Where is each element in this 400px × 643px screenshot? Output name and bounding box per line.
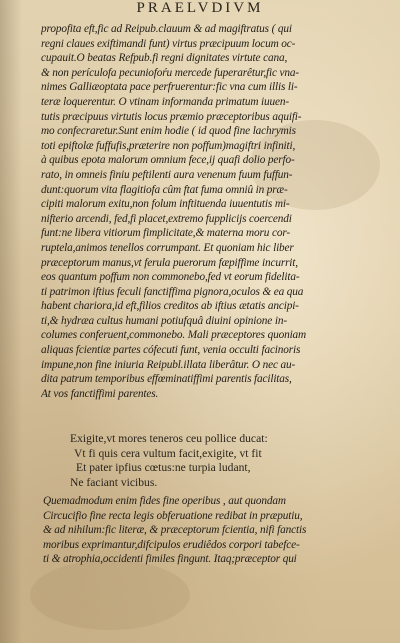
text-line: moribus exprimantur,difcipulos erudiêdos corpori tabefce- (43, 538, 300, 551)
paragraph-1 (41, 22, 388, 401)
text-line: regni claues exiftimandi funt) virtus præcipuum locum oc- (41, 37, 296, 50)
text-line: Circucifio fine recta legis obferuatione redibat in præputiu, (43, 509, 303, 522)
text-line: rato, in omneis finiu peftilenti aura venenum fuum fuffun- (41, 168, 293, 181)
text-line: toti epiftolæ fuffufis,præterire non poffum)magiftri infiniti, (41, 139, 296, 152)
verse-quotation (70, 432, 268, 490)
text-line: habent chariora,id eft,filios creditos ab iftius ætatis ancipi- (41, 300, 299, 313)
paragraph-2 (43, 494, 390, 567)
text-line: aliquas fcientiæ partes cófecuti funt, venia occulti facinoris (41, 344, 301, 357)
text-line: cipiti malorum exitu,non folum inftituenda iuuentutis mi- (41, 198, 290, 211)
paper-stain (30, 560, 190, 630)
text-line: nifterio arcendi, fed,fi placet,extremo fupplicijs coercendi (41, 212, 292, 225)
text-line: à quibus epota malorum omnium fece,ij quafi dolio perfo- (41, 154, 295, 167)
verse-line: Exigite,vt mores teneros ceu pollice ducat: (70, 432, 268, 445)
text-line: mo confecraretur.Sunt enim hodie ( id quod fine lachrymis (41, 125, 296, 138)
text-line: præceptorum manus,vt ferula puerorum fæpiffime incurrit, (41, 256, 298, 269)
verse-line: Vt fi quis cera vultum facit,exigite, vt fit (74, 446, 262, 460)
text-line: nimes Galliæoptata pace perfruerentur:fic vna cum illis li- (41, 81, 298, 94)
text-line: propofita eft,fic ad Reipub.clauum & ad magiftratus ( qui (41, 23, 292, 35)
text-line: & ad nihilum:fic literæ, & præceptorum fcientia, nifi fanctis (43, 524, 307, 537)
verse-line: Et pater ipfius cœtus:ne turpia ludant, (76, 461, 251, 474)
verse-line: Ne faciant vicibus. (70, 475, 158, 489)
running-head: PRAELVDIVM (136, 0, 264, 16)
text-line: dita patrum temporibus effœminatiffimi parentis facilitas, (41, 373, 292, 386)
text-line: & non perículofa pecuniofoŕu mercede fuperarêtur,fic vna- (41, 66, 300, 79)
text-line: impune,non fine iniuria Reipubl.illata liberâtur. O nec au- (41, 358, 296, 371)
text-line: ti & atrophia,occidenti fimiles fingunt. Itaq;præceptor qui (43, 553, 297, 566)
text-line: funt:ne libera vitiorum fimplicitate,& materna moru cor- (41, 227, 290, 240)
text-line: teræ loquerentur. O vtinam informanda primatum iuuen- (41, 95, 289, 108)
text-line: Quemadmodum enim fides fine operibus , aut quondam (43, 495, 286, 507)
text-line: ruptela,animos tenellos corrumpant. Et quoniam hic liber (41, 241, 294, 254)
text-line: ti patrimon iftius feculi fanctiffima pignora,oculos & ea qua (41, 285, 304, 298)
text-line: tutis præcipuus virtutis locus præmio præceptoribus aquifi- (41, 110, 302, 123)
text-line: dunt:quorum vita flagitiofa cûm ftat fuma omniû in præ- (41, 183, 288, 196)
text-line: cupauit.O beatas Refpub.fi regni dignitates virtute cana, (41, 52, 288, 65)
text-line: eos quantum poffum non commonebo,fed vt eorum fidelita- (41, 271, 300, 284)
text-line: ti,& hydræa cultus humani potiufquâ diuini opinione in- (41, 314, 287, 327)
gutter-shadow (0, 0, 22, 643)
text-line: At vos fanctiffimi parentes. (41, 387, 159, 400)
text-line: columes conferuent,commonebo. Mali præceptores quoniam (41, 329, 307, 342)
